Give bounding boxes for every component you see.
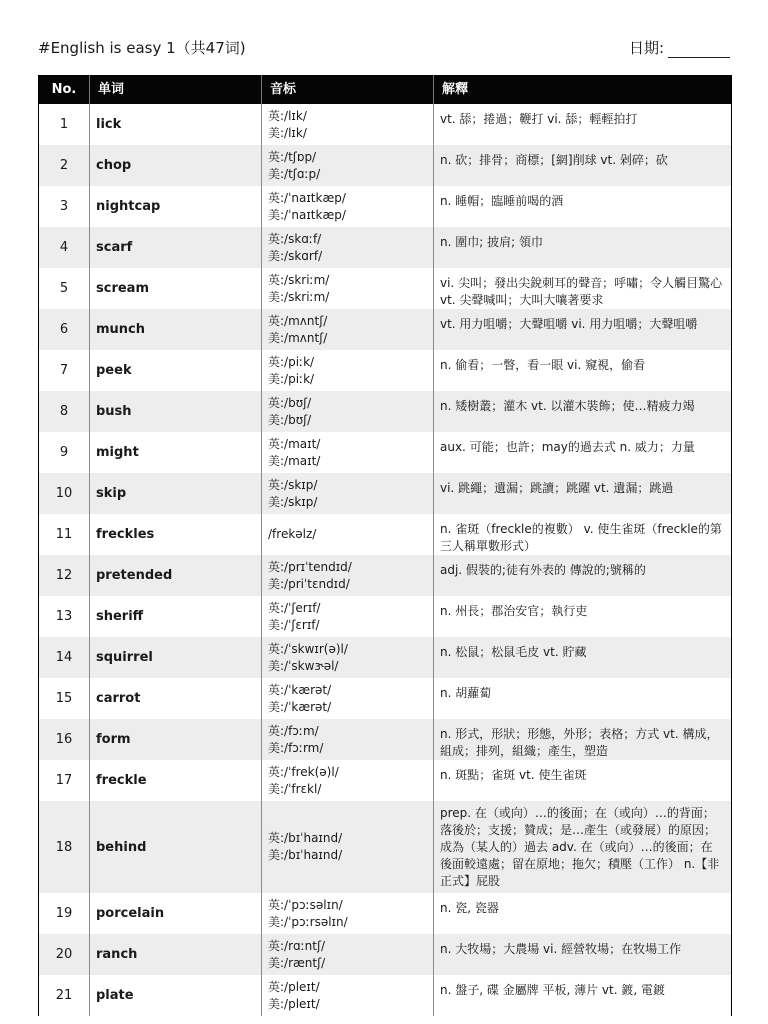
- row-number: 13: [55, 609, 73, 624]
- word-cell: peek: [89, 350, 261, 391]
- phonetic-us: 美:/maɪt/: [268, 453, 321, 468]
- table-row: [39, 309, 731, 350]
- table-row: [39, 801, 731, 893]
- phonetic-us: 美:/skɪp/: [268, 494, 318, 509]
- word-cell: lick: [89, 104, 261, 145]
- meaning-cell: vi. 尖叫；發出尖銳刺耳的聲音；呼嘯；令人觸目驚心 vt. 尖聲喊叫；大叫大嚷著要求: [433, 268, 731, 309]
- meaning-cell: adj. 假裝的;徒有外表的 傳說的;號稱的: [433, 555, 731, 596]
- meaning-cell: n. 睡帽；臨睡前喝的酒: [433, 186, 731, 227]
- meaning-cell: n. 松鼠；松鼠毛皮 vt. 貯藏: [433, 637, 731, 678]
- meaning-cell: n. 斑點；雀斑 vt. 使生雀斑: [433, 760, 731, 801]
- row-number: 9: [59, 445, 69, 460]
- meaning-cell: vi. 跳繩；遺漏；跳讀；跳躍 vt. 遺漏；跳過: [433, 473, 731, 514]
- phonetic-uk: /frekəlz/: [268, 527, 317, 541]
- meaning-cell: aux. 可能；也許；may的過去式 n. 威力；力量: [433, 432, 731, 473]
- phonetic-cell: [261, 719, 433, 760]
- row-number: 10: [55, 486, 73, 501]
- table-row: [39, 596, 731, 637]
- phonetic-uk: 英:/bɪˈhaɪnd/: [268, 831, 343, 845]
- phonetic-cell: [261, 514, 433, 555]
- table-header: [39, 75, 731, 104]
- phonetic-uk: 英:/ˈnaɪtkæp/: [268, 190, 346, 205]
- phonetic-uk: 英:/fɔːm/: [268, 723, 319, 738]
- date-field: [629, 38, 730, 58]
- phonetic-uk: 英:/piːk/: [268, 354, 315, 369]
- document-title: #English is easy 1（共47词): [38, 39, 246, 57]
- phonetic-us: 美:/priˈtɛndɪd/: [268, 576, 350, 591]
- table-row: [39, 719, 731, 760]
- row-number: 15: [55, 691, 73, 706]
- table-row: [39, 678, 731, 719]
- phonetic-us: 美:/ˈkærət/: [268, 699, 332, 714]
- word-cell: might: [89, 432, 261, 473]
- phonetic-us: 美:/ˈfrɛkl/: [268, 781, 322, 796]
- row-number: 4: [59, 240, 69, 255]
- phonetic-cell: [261, 934, 433, 975]
- phonetic-us: 美:/ˈpɔːrsəlɪn/: [268, 914, 348, 929]
- row-number: 1: [59, 117, 69, 132]
- phonetic-us: 美:/skriːm/: [268, 289, 330, 304]
- phonetic-cell: [261, 596, 433, 637]
- phonetic-us: 美:/ˈnaɪtkæp/: [268, 207, 346, 222]
- table-row: [39, 473, 731, 514]
- phonetic-cell: [261, 309, 433, 350]
- word-cell: nightcap: [89, 186, 261, 227]
- phonetic-uk: 英:/ˈkærət/: [268, 682, 332, 697]
- vocabulary-table: [38, 75, 732, 1016]
- row-number: 20: [55, 947, 73, 962]
- date-blank-line: [668, 43, 730, 58]
- word-cell: munch: [89, 309, 261, 350]
- phonetic-cell: [261, 473, 433, 514]
- table-body: [39, 104, 731, 1016]
- table-row: [39, 186, 731, 227]
- phonetic-us: 美:/bʊʃ/: [268, 412, 312, 427]
- word-cell: behind: [89, 801, 261, 893]
- phonetic-cell: [261, 186, 433, 227]
- phonetic-uk: 英:/tʃɒp/: [268, 149, 317, 164]
- phonetic-cell: [261, 432, 433, 473]
- phonetic-us: 美:/ˈskwɝəl/: [268, 658, 339, 673]
- row-number: 21: [55, 988, 73, 1003]
- phonetic-cell: [261, 637, 433, 678]
- phonetic-cell: [261, 227, 433, 268]
- row-number: 19: [55, 906, 73, 921]
- phonetic-us: 美:/fɔːrm/: [268, 740, 324, 755]
- phonetic-cell: [261, 801, 433, 893]
- phonetic-uk: 英:/skɑːf/: [268, 231, 322, 246]
- meaning-cell: n. 瓷, 瓷器: [433, 893, 731, 934]
- meaning-cell: n. 偷看；一瞥，看一眼 vi. 窺視，偷看: [433, 350, 731, 391]
- row-number: 7: [59, 363, 69, 378]
- word-cell: ranch: [89, 934, 261, 975]
- phonetic-us: 美:/tʃɑːp/: [268, 166, 321, 181]
- phonetic-cell: [261, 268, 433, 309]
- row-number: 14: [55, 650, 73, 665]
- phonetic-us: 美:/ˈʃɛrɪf/: [268, 617, 320, 632]
- word-cell: chop: [89, 145, 261, 186]
- meaning-cell: vt. 舔；捲過；鞭打 vi. 舔；輕輕拍打: [433, 104, 731, 145]
- row-number: 6: [59, 322, 69, 337]
- phonetic-uk: 英:/ˈpɔːsəlɪn/: [268, 897, 343, 912]
- phonetic-us: 美:/bɪˈhaɪnd/: [268, 848, 343, 862]
- meaning-cell: n. 胡蘿蔔: [433, 678, 731, 719]
- phonetic-cell: [261, 555, 433, 596]
- meaning-cell: n. 大牧場；大農場 vi. 經營牧場；在牧場工作: [433, 934, 731, 975]
- phonetic-uk: 英:/maɪt/: [268, 436, 321, 451]
- table-row: [39, 555, 731, 596]
- row-number: 8: [59, 404, 69, 419]
- meaning-cell: n. 圍巾; 披肩; 領巾: [433, 227, 731, 268]
- meaning-cell: n. 矮樹叢；灌木 vt. 以灌木裝飾；使…精疲力竭: [433, 391, 731, 432]
- word-cell: pretended: [89, 555, 261, 596]
- column-header-phonetic: 音标: [261, 75, 433, 104]
- phonetic-us: 美:/piːk/: [268, 371, 315, 386]
- column-header-word: 单词: [89, 75, 261, 104]
- meaning-cell: n. 形式，形狀；形態，外形；表格；方式 vt. 構成，組成；排列，組織；產生，塑造: [433, 719, 731, 760]
- table-row: [39, 104, 731, 145]
- phonetic-cell: [261, 975, 433, 1016]
- phonetic-uk: 英:/skriːm/: [268, 272, 330, 287]
- phonetic-cell: [261, 678, 433, 719]
- phonetic-uk: 英:/ˈʃerɪf/: [268, 600, 321, 615]
- phonetic-us: 美:/pleɪt/: [268, 996, 320, 1011]
- table-row: [39, 432, 731, 473]
- table-row: [39, 145, 731, 186]
- phonetic-cell: [261, 893, 433, 934]
- row-number: 16: [55, 732, 73, 747]
- phonetic-cell: [261, 145, 433, 186]
- column-header-no: No.: [51, 82, 77, 97]
- word-cell: bush: [89, 391, 261, 432]
- word-cell: freckle: [89, 760, 261, 801]
- word-cell: freckles: [89, 514, 261, 555]
- row-number: 12: [55, 568, 73, 583]
- word-cell: porcelain: [89, 893, 261, 934]
- phonetic-uk: 英:/rɑːntʃ/: [268, 938, 326, 953]
- phonetic-us: 美:/skɑrf/: [268, 248, 323, 263]
- phonetic-us: 美:/ræntʃ/: [268, 955, 326, 970]
- document-header: [38, 38, 730, 58]
- phonetic-uk: 英:/mʌntʃ/: [268, 313, 328, 328]
- phonetic-cell: [261, 350, 433, 391]
- meaning-cell: n. 州長；郡治安官；執行吏: [433, 596, 731, 637]
- word-cell: sheriff: [89, 596, 261, 637]
- meaning-cell: n. 雀斑（freckle的複數） v. 使生雀斑（freckle的第三人稱單數形式）: [433, 514, 731, 555]
- phonetic-uk: 英:/ˈskwɪr(ə)l/: [268, 641, 348, 656]
- table-row: [39, 514, 731, 555]
- phonetic-uk: 英:/ˈfrek(ə)l/: [268, 764, 339, 779]
- date-label: 日期:: [628, 39, 664, 57]
- table-row: [39, 637, 731, 678]
- phonetic-uk: 英:/lɪk/: [268, 108, 307, 123]
- phonetic-uk: 英:/bʊʃ/: [268, 395, 312, 410]
- meaning-cell: n. 盤子, 碟 金屬牌 平板, 薄片 vt. 鍍, 電鍍: [433, 975, 731, 1016]
- word-cell: plate: [89, 975, 261, 1016]
- word-cell: carrot: [89, 678, 261, 719]
- table-row: [39, 227, 731, 268]
- row-number: 5: [59, 281, 69, 296]
- row-number: 2: [59, 158, 69, 173]
- table-row: [39, 893, 731, 934]
- row-number: 18: [55, 839, 73, 855]
- phonetic-cell: [261, 760, 433, 801]
- table-row: [39, 975, 731, 1016]
- word-cell: squirrel: [89, 637, 261, 678]
- meaning-cell: vt. 用力咀嚼；大聲咀嚼 vi. 用力咀嚼；大聲咀嚼: [433, 309, 731, 350]
- row-number: 11: [55, 527, 73, 542]
- word-cell: scream: [89, 268, 261, 309]
- column-header-meaning: 解釋: [433, 75, 731, 104]
- row-number: 3: [59, 199, 69, 214]
- meaning-cell: prep. 在（或向）…的後面；在（或向）…的背面；落後於；支援；贊成；是…產生（或發展）的原因；成為（某人的）過去 adv. 在（或向）…的後面；在後面較遠處；留在原地；拖欠；積壓（工作） n.【非正式】屁股: [433, 801, 731, 893]
- phonetic-cell: [261, 104, 433, 145]
- phonetic-uk: 英:/pleɪt/: [268, 979, 320, 994]
- table-row: [39, 391, 731, 432]
- phonetic-uk: 英:/prɪˈtendɪd/: [268, 559, 352, 574]
- phonetic-us: 美:/lɪk/: [268, 125, 307, 140]
- row-number: 17: [55, 773, 73, 788]
- table-row: [39, 350, 731, 391]
- phonetic-uk: 英:/skɪp/: [268, 477, 318, 492]
- table-row: [39, 268, 731, 309]
- phonetic-us: 美:/mʌntʃ/: [268, 330, 328, 345]
- word-cell: scarf: [89, 227, 261, 268]
- word-cell: skip: [89, 473, 261, 514]
- phonetic-cell: [261, 391, 433, 432]
- meaning-cell: n. 砍；排骨；商標；[網]削球 vt. 剁碎；砍: [433, 145, 731, 186]
- table-row: [39, 934, 731, 975]
- word-cell: form: [89, 719, 261, 760]
- table-row: [39, 760, 731, 801]
